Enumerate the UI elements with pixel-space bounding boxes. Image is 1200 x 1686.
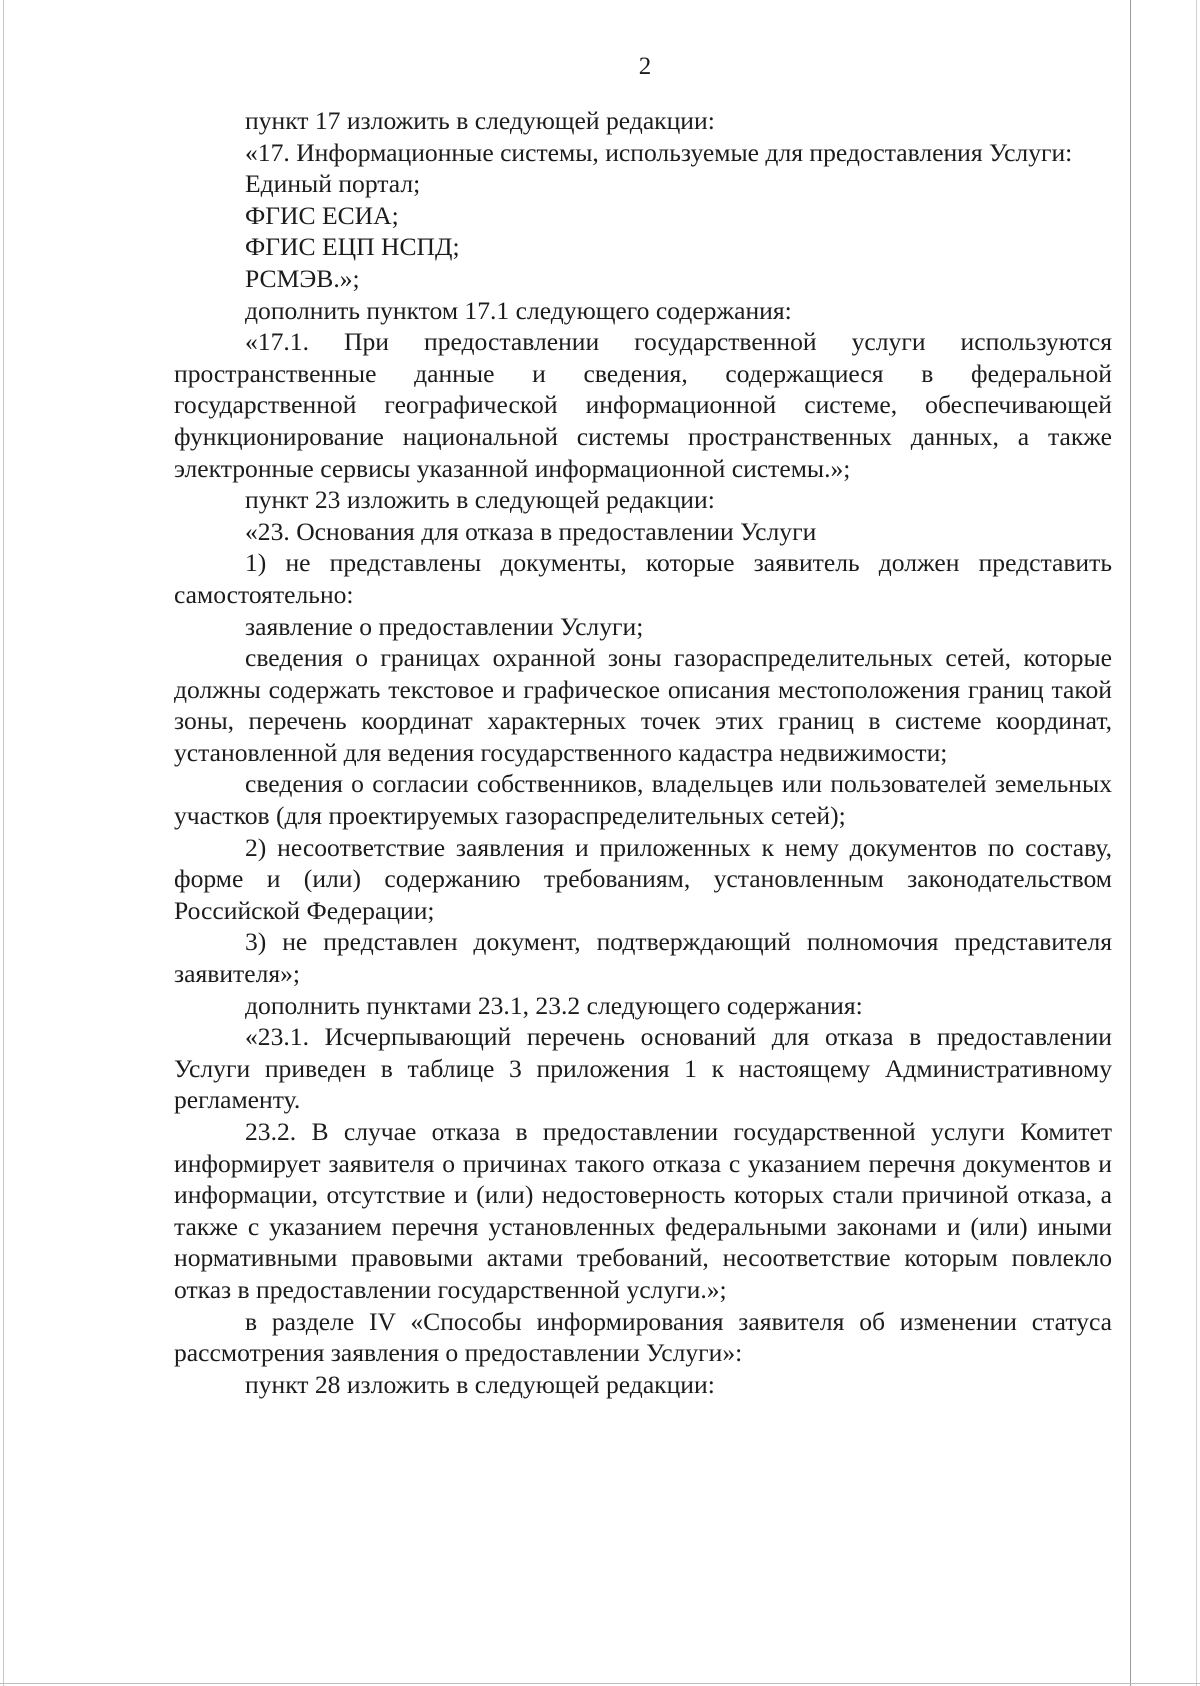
paragraph: 3) не представлен документ, подтверждающий полномочия представителя заявителя»; [174,927,1112,989]
paragraph: Единый портал; [245,169,421,199]
paragraph: «17. Информационные системы, используемые для предоставления Услуги: [245,137,1073,167]
paragraph: ФГИС ЕЦП НСПД; [245,232,460,262]
scan-edge-right [1130,0,1131,1686]
paragraph: пункт 28 изложить в следующей редакции: [245,1369,715,1399]
paragraph: «23.1. Исчерпывающий перечень оснований для отказа в предоставлении Услуги приведен в таблице 3 приложения 1 к настоящему Административному регламенту. [174,1022,1112,1115]
scan-edge-bottom [0,1683,1200,1684]
paragraph: 2) несоответствие заявления и приложенных к нему документов по составу, форме и (или) содержанию требованиям, установленным законодательством Российской Федерации; [174,832,1112,925]
paragraph: сведения о границах охранной зоны газораспределительных сетей, которые должны содержать текстовое и графическое описания местоположения границ такой зоны, перечень координат характерных точек этих границ в системе координат, установленной для ведения государственного кадастра недвижимости; [174,643,1112,767]
paragraph: дополнить пунктом 17.1 следующего содержания: [245,295,792,325]
paragraph: пункт 23 изложить в следующей редакции: [245,485,715,515]
paragraph: «23. Основания для отказа в предоставлении Услуги [245,516,817,546]
page-number: 2 [638,53,652,80]
scan-edge-left [3,0,4,1686]
paragraph: 1) не представлены документы, которые заявитель должен представить самостоятельно: [174,548,1112,609]
paragraph: 23.2. В случае отказа в предоставлении государственной услуги Комитет информирует заявителя о причинах такого отказа с указанием перечня документов и информации, отсутствие и (или) недостоверность которых стали причиной отказа, а также с указанием перечня установленных федеральными законами и (или) иными нормативными правовыми актами требований, несоответствие которым повлекло отказ в предоставлении государственной услуги.»; [174,1117,1112,1304]
paragraph: сведения о согласии собственников, владельцев или пользователей земельных участков (для проектируемых газораспределительных сетей); [174,769,1112,831]
paragraph: РСМЭВ.»; [245,263,360,293]
paragraph: заявление о предоставлении Услуги; [245,611,644,641]
paragraph: дополнить пунктами 23.1, 23.2 следующего содержания: [245,990,863,1020]
paragraph: «17.1. При предоставлении государственной услуги используются пространственные данные и сведения, содержащиеся в федеральной государственной географической информационной системе, обеспечивающей функционирование национальной системы пространственных данных, а также электронные сервисы указанной информационной системы.»; [174,327,1112,483]
paragraph: ФГИС ЕСИА; [245,200,399,230]
scan-edge-right-outer [1196,0,1197,1686]
document-body [174,105,1112,1400]
paragraph: пункт 17 изложить в следующей редакции: [245,106,715,135]
paragraph: в разделе IV «Способы информирования заявителя об изменении статуса рассмотрения заявления о предоставлении Услуги»: [174,1306,1112,1368]
